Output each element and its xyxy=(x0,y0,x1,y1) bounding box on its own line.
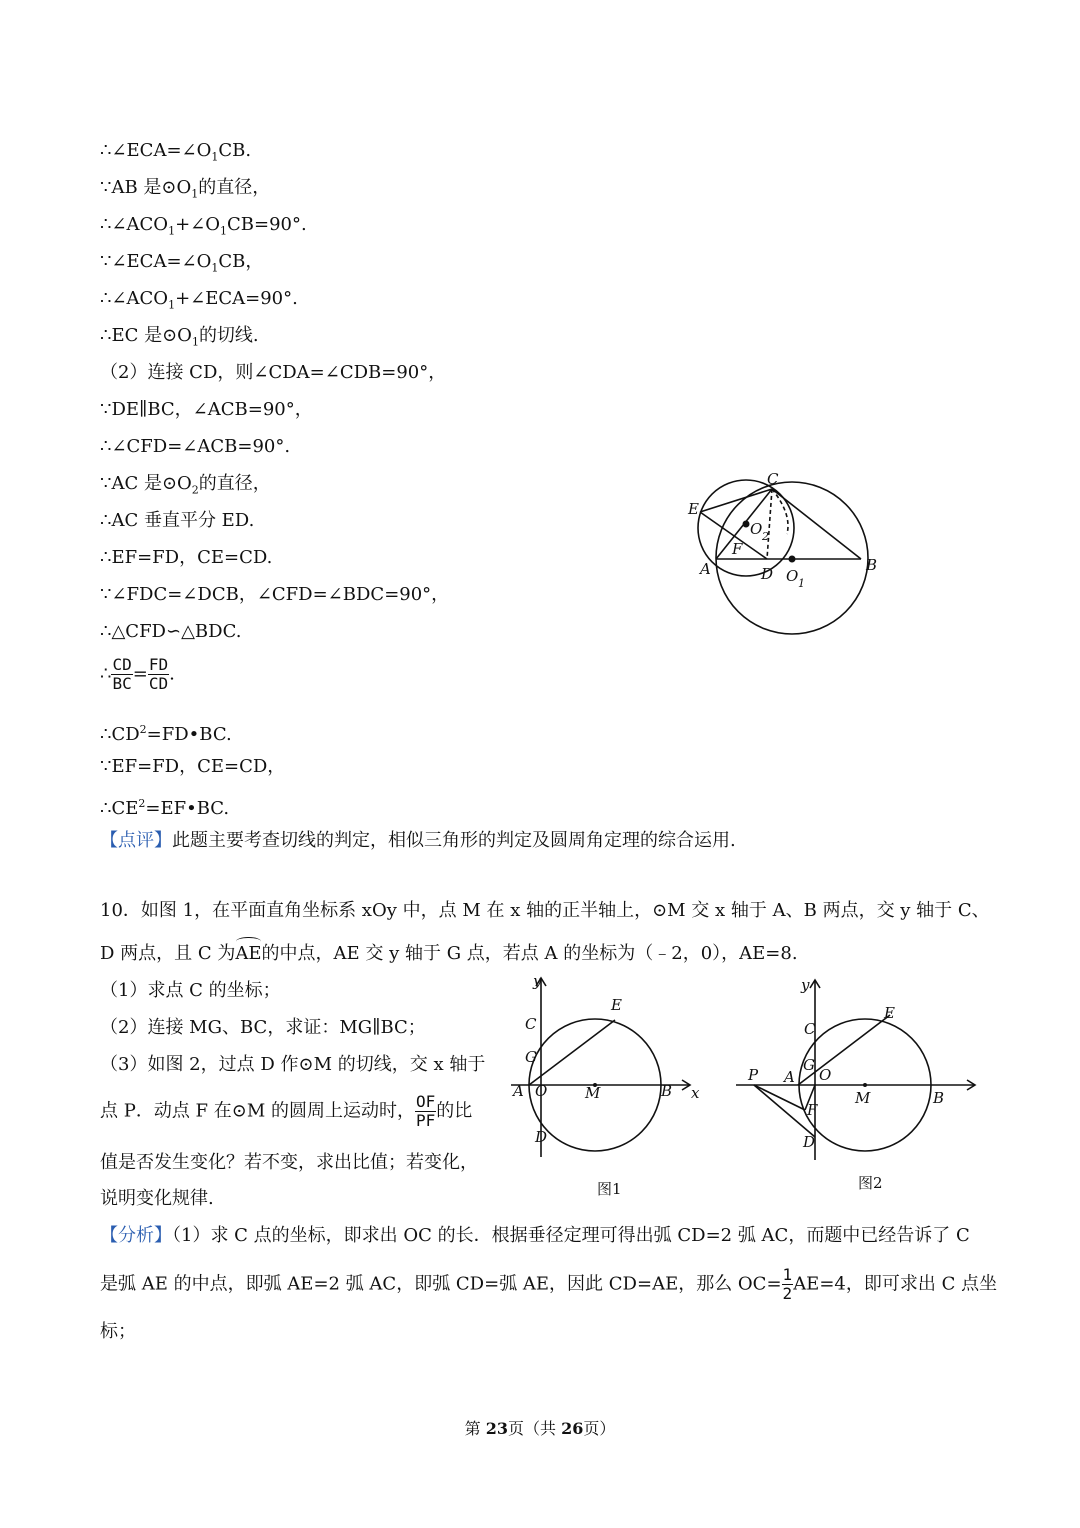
proof-line: ∵∠FDC=∠DCB，∠CFD=∠BDC=90°， xyxy=(100,584,450,605)
figure-1 xyxy=(505,972,710,1204)
label-o: O xyxy=(819,1066,832,1084)
proof-line: $\therefore CE^2=EF•BC$. xyxy=(100,797,230,819)
proof-line: ∴EC 是$⊙O_1$的切线. xyxy=(100,325,259,349)
label-f: F xyxy=(807,1101,818,1119)
page-footer: 第 23页（共 26页） xyxy=(464,1419,616,1438)
proof-line: （2）连接 CD，则∠CDA=∠CDB=90°， xyxy=(100,362,447,383)
analysis-line: 标； xyxy=(100,1321,136,1342)
analysis-tag: 【分析】 xyxy=(100,1225,172,1246)
arc-ae: AE xyxy=(235,943,262,964)
proof-line: $\therefore CD^2=FD•BC$. xyxy=(100,723,232,745)
proof-line: $\because\angle ECA=\angle O_1CB$， xyxy=(100,251,264,275)
problem-line: 10．如图 1，在平面直角坐标系 xOy 中，点 M 在 x 轴的正半轴上，⊙M 交 x 轴于 A、B 两点，交 y 轴于 C、 xyxy=(100,900,990,921)
figure-1-caption: 图1 xyxy=(597,1180,622,1198)
proof-line: ∴△CFD∽△BDC. xyxy=(100,621,242,642)
problem-line: D 两点，且 C 为AE的中点，AE 交 y 轴于 G 点，若点 A 的坐标为（﹣2，0），AE=8. xyxy=(100,943,798,964)
question-3: 点 P．动点 F 在⊙M 的圆周上运动时， $\frac{OF}{PF}$ 的比 xyxy=(100,1092,473,1130)
label-c: C xyxy=(804,1020,816,1038)
figure-2-caption: 图2 xyxy=(858,1174,883,1192)
question-3: 说明变化规律. xyxy=(100,1188,214,1209)
circle-figure xyxy=(680,462,890,647)
proof-line: ∴∠CFD=∠ACB=90°. xyxy=(100,436,291,457)
fraction-of-pf: $\frac{OF}{PF}$ xyxy=(416,1092,436,1130)
label-g: G xyxy=(803,1056,815,1074)
label-m: M xyxy=(855,1089,871,1107)
question-3: 值是否发生变化？若不变，求出比值；若变化， xyxy=(100,1152,478,1173)
label-a: A xyxy=(784,1068,795,1086)
comment-tag: 【点评】 xyxy=(100,830,172,851)
figure-2 xyxy=(728,972,980,1204)
label-d: D xyxy=(535,1128,548,1146)
proof-line: ∵AC 是$⊙O_2$的直径， xyxy=(100,473,271,497)
proof-line: $\therefore\angle ACO_1+\angle ECA=90^\circ$. xyxy=(100,288,298,312)
fraction-half: $\frac{1}{2}$ xyxy=(782,1265,793,1303)
label-o1-sub: 1 xyxy=(798,577,805,590)
proof-line: ∵AB 是$⊙O_1$的直径， xyxy=(100,177,271,201)
fraction-fd-cd: $\frac{FD}{CD}$ xyxy=(148,655,169,693)
proof-line: $\therefore\angle ECA=\angle O_1CB$. xyxy=(100,140,252,164)
label-e: E xyxy=(611,996,622,1014)
comment-line: 【点评】此题主要考查切线的判定，相似三角形的判定及圆周角定理的综合运用. xyxy=(100,830,736,851)
question-1: （1）求点 C 的坐标； xyxy=(100,980,281,1001)
label-a: A xyxy=(700,560,711,578)
proof-line: ∴AC 垂直平分 ED. xyxy=(100,510,255,531)
label-e: E xyxy=(688,500,699,518)
center-o2-dot xyxy=(743,521,750,528)
total-pages: 26 xyxy=(561,1419,584,1438)
page-number: 23 xyxy=(485,1419,508,1438)
label-d: D xyxy=(803,1133,816,1151)
label-b: B xyxy=(866,556,878,574)
center-o1-dot xyxy=(789,556,796,563)
label-d: D xyxy=(761,565,774,583)
label-m: M xyxy=(585,1084,601,1102)
fraction-cd-bc: $\frac{CD}{BC}$ xyxy=(112,655,132,693)
center-m-dot xyxy=(863,1083,867,1087)
proof-line: $\therefore\angle ACO_1+\angle O_1CB=90^\circ$. xyxy=(100,214,307,238)
label-o: O xyxy=(535,1082,548,1100)
axis-label-y: y xyxy=(801,976,810,994)
fraction-line: ∴ $\frac{CD}{BC}$ = $\frac{FD}{CD}$ . xyxy=(100,655,175,693)
proof-line: ∵DE∥BC，∠ACB=90°， xyxy=(100,399,313,420)
axis-label-y: y xyxy=(533,972,542,990)
label-o1: O xyxy=(786,567,799,585)
label-e: E xyxy=(884,1004,895,1022)
label-o2-sub: 2 xyxy=(762,530,769,543)
analysis-line: 是弧 AE 的中点，即弧 AE=2 弧 AC，即弧 CD=弧 AE，因此 CD=AE，那么 OC= $\frac{1}{2}$ AE=4，即可求出 C 点坐 xyxy=(100,1265,998,1303)
axis-label-x: x xyxy=(691,1084,700,1102)
label-o2: O xyxy=(750,520,763,538)
question-2: （2）连接 MG、BC，求证：MG∥BC； xyxy=(100,1017,426,1038)
label-b: B xyxy=(933,1089,945,1107)
label-c: C xyxy=(767,470,779,488)
label-c: C xyxy=(525,1015,537,1033)
question-3: （3）如图 2，过点 D 作⊙M 的切线，交 x 轴于 xyxy=(100,1054,486,1075)
label-g: G xyxy=(525,1048,537,1066)
proof-line: ∵EF=FD，CE=CD， xyxy=(100,756,286,777)
label-f: F xyxy=(732,540,743,558)
label-a: A xyxy=(513,1082,524,1100)
label-p: P xyxy=(748,1066,759,1084)
analysis-line: 【分析】（1）求 C 点的坐标，即求出 OC 的长．根据垂径定理可得出弧 CD=2 弧 AC，而题中已经告诉了 C xyxy=(100,1225,970,1246)
proof-line: ∴EF=FD，CE=CD. xyxy=(100,547,273,568)
label-b: B xyxy=(661,1082,673,1100)
